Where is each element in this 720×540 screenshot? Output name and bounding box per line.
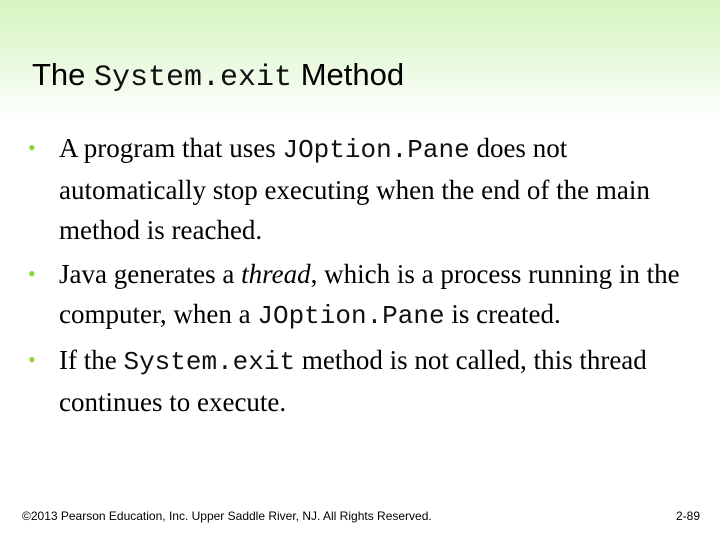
bullet-text: A program that uses	[59, 133, 283, 163]
bullet-text: , which is a process running in the computer, when a	[59, 259, 680, 329]
bullet-text: is created.	[444, 299, 561, 329]
bullet-text: does not automatically stop executing when the end of the main method is reached.	[59, 133, 650, 245]
bullet-code: JOption.Pane	[257, 301, 445, 331]
page-number: 2-89	[675, 509, 700, 523]
bullet-code: JOption.Pane	[282, 135, 470, 165]
copyright-footer: ©2013 Pearson Education, Inc. Upper Saddle River, NJ. All Rights Reserved.	[22, 509, 432, 523]
bullet-emphasis: thread	[241, 259, 311, 289]
slide-title	[32, 52, 404, 101]
title-code: System.exit	[94, 61, 293, 95]
bullet-dot-icon: •	[28, 135, 36, 160]
bullet-text: Java generates a	[59, 259, 242, 289]
bullet-text: If the	[59, 345, 124, 375]
bullet-item-2	[28, 254, 708, 336]
bullet-text: method is not called, this thread continues to execute.	[59, 345, 647, 417]
bullet-list	[28, 128, 708, 426]
bullet-dot-icon: •	[28, 347, 36, 372]
title-text-post: Method	[292, 57, 405, 92]
bullet-item-3	[28, 340, 708, 422]
bullet-item-1	[28, 128, 708, 250]
title-text-pre: The	[32, 57, 95, 92]
bullet-code: System.exit	[123, 347, 296, 377]
bullet-dot-icon: •	[28, 261, 36, 286]
